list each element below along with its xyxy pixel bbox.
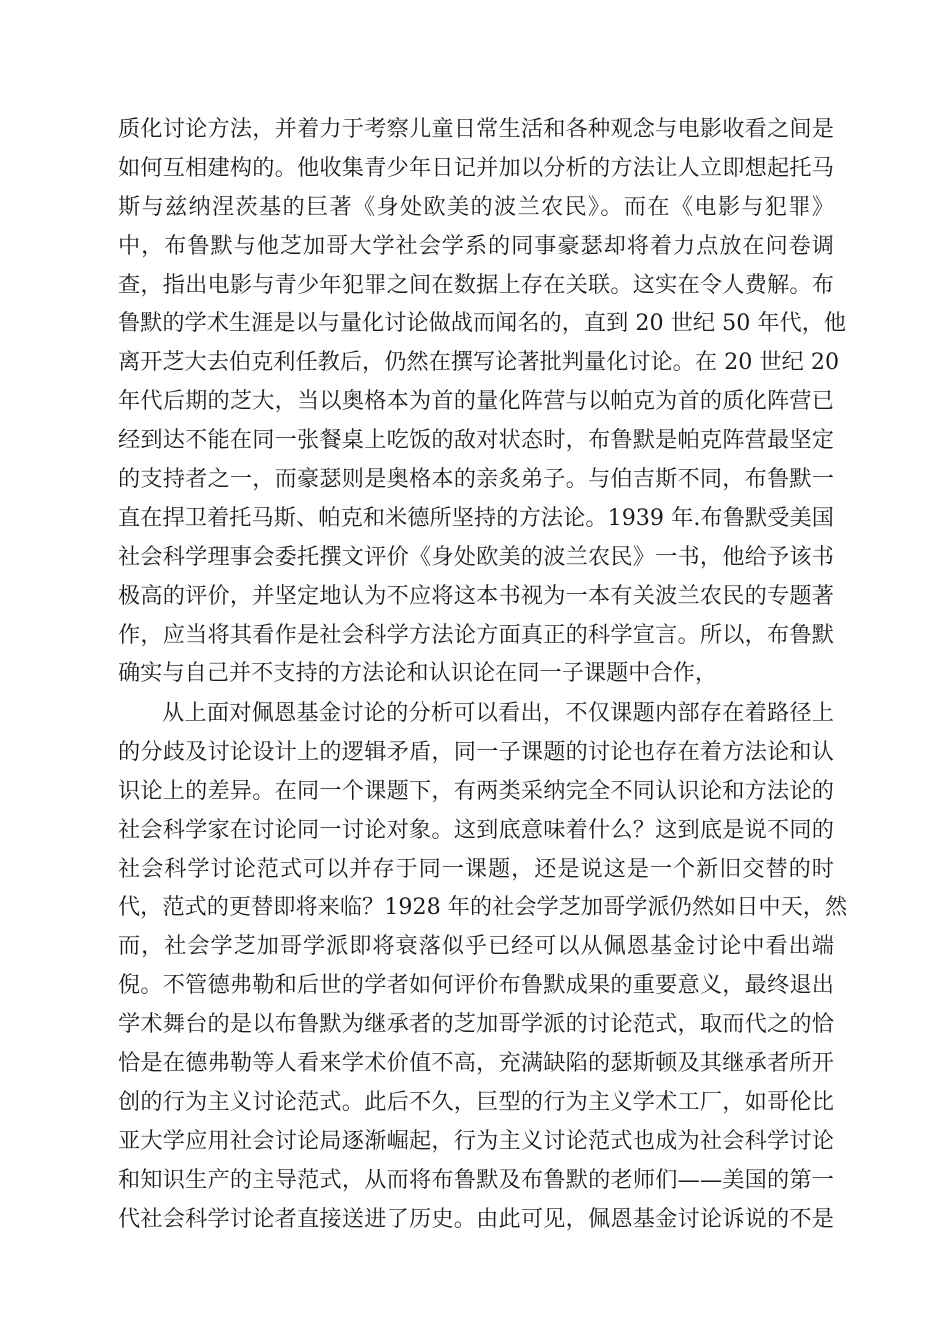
text-line: 离开芝大去伯克利任教后，仍然在撰写论著批判量化讨论。在 20 世纪 20 — [118, 349, 840, 376]
text-line: 年代后期的芝大，当以奥格本为首的量化阵营与以帕克为首的质化阵营已 — [118, 388, 834, 415]
text-line: 社会科学理事会委托撰文评价《身处欧美的波兰农民》一书，他给予该书 — [118, 543, 834, 570]
text-line: 识论上的差异。在同一个课题下，有两类采纳完全不同认识论和方法论的 — [118, 777, 834, 804]
text-line: 质化讨论方法，并着力于考察儿童日常生活和各种观念与电影收看之间是 — [118, 116, 834, 142]
text-line: 确实与自己并不支持的方法论和认识论在同一子课题中合作， — [118, 660, 718, 687]
text-line: 从上面对佩恩基金讨论的分析可以看出，不仅课题内部存在着路径上 — [162, 700, 834, 726]
text-line: 而，社会学芝加哥学派即将衰落似乎已经可以从佩恩基金讨论中看出端 — [118, 933, 834, 960]
paragraph-2 — [118, 694, 848, 1238]
text-line: 社会科学讨论范式可以并存于同一课题，还是说这是一个新旧交替的时 — [118, 855, 834, 882]
text-line: 学术舞台的是以布鲁默为继承者的芝加哥学派的讨论范式，取而代之的恰 — [118, 1011, 834, 1038]
text-line: 经到达不能在同一张餐桌上吃饭的敌对状态时，布鲁默是帕克阵营最坚定 — [118, 427, 834, 454]
text-line: 作，应当将其看作是社会科学方法论方面真正的科学宣言。所以，布鲁默 — [118, 621, 834, 648]
text-line: 恰是在德弗勒等人看来学术价值不高，充满缺陷的瑟斯顿及其继承者所开 — [118, 1050, 834, 1077]
text-line: 的分歧及讨论设计上的逻辑矛盾，同一子课题的讨论也存在着方法论和认 — [118, 738, 834, 765]
text-line: 极高的评价，并坚定地认为不应将这本书视为一本有关波兰农民的专题著 — [118, 582, 834, 609]
text-line: 代社会科学讨论者直接送进了历史。由此可见，佩恩基金讨论诉说的不是 — [118, 1205, 834, 1232]
text-line: 和知识生产的主导范式，从而将布鲁默及布鲁默的老师们——美国的第一 — [118, 1166, 834, 1193]
text-line: 斯与兹纳涅茨基的巨著《身处欧美的波兰农民》。而在《电影与犯罪》 — [118, 193, 834, 220]
text-line: 代，范式的更替即将来临？1928 年的社会学芝加哥学派仍然如日中天，然 — [118, 894, 848, 921]
text-line: 社会科学家在讨论同一讨论对象。这到底意味着什么？这到底是说不同的 — [118, 816, 834, 843]
text-line: 鲁默的学术生涯是以与量化讨论做战而闻名的，直到 20 世纪 50 年代，他 — [118, 310, 847, 337]
text-line: 倪。不管德弗勒和后世的学者如何评价布鲁默成果的重要意义，最终退出 — [118, 972, 834, 999]
text-line: 查，指出电影与青少年犯罪之间在数据上存在关联。这实在令人费解。布 — [118, 271, 834, 298]
text-line: 如何互相建构的。他收集青少年日记并加以分析的方法让人立即想起托马 — [118, 154, 834, 181]
text-line: 的支持者之一，而豪瑟则是奥格本的亲炙弟子。与伯吉斯不同，布鲁默一 — [118, 466, 834, 493]
text-line: 中，布鲁默与他芝加哥大学社会学系的同事豪瑟却将着力点放在问卷调 — [118, 232, 834, 259]
paragraph-1 — [118, 110, 847, 693]
text-line: 直在捍卫着托马斯、帕克和米德所坚持的方法论。1939 年.布鲁默受美国 — [118, 504, 834, 531]
text-line: 创的行为主义讨论范式。此后不久，巨型的行为主义学术工厂，如哥伦比 — [118, 1088, 834, 1115]
text-line: 亚大学应用社会讨论局逐渐崛起，行为主义讨论范式也成为社会科学讨论 — [118, 1127, 834, 1154]
